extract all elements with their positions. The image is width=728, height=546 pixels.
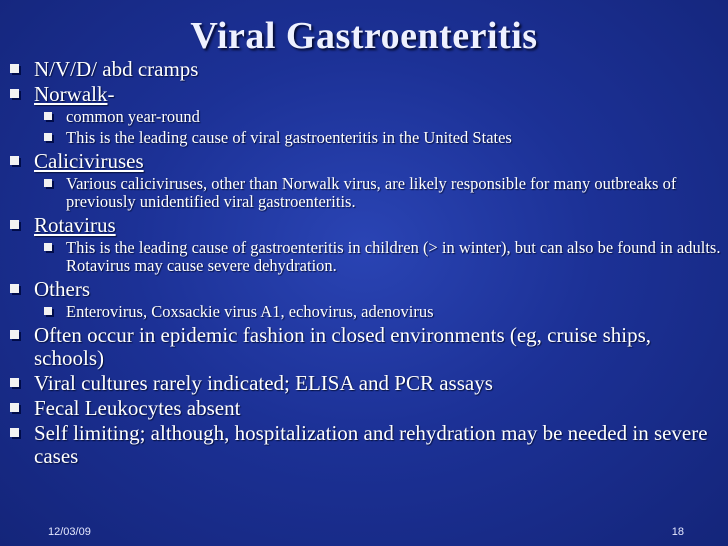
sub-bullet-item xyxy=(10,108,722,126)
footer-date: 12/03/09 xyxy=(48,526,91,538)
bullet-text: Self limiting; although, hospitalization and rehydration may be needed in severe cases xyxy=(34,421,708,468)
square-bullet-icon xyxy=(10,284,19,293)
square-bullet-icon xyxy=(44,243,52,251)
sub-bullet-item xyxy=(10,175,722,211)
caliciviruses-link[interactable]: Caliciviruses xyxy=(34,149,144,173)
sub-bullet-text: This is the leading cause of viral gastroenteritis in the United States xyxy=(66,128,512,147)
bullet-suffix: - xyxy=(107,82,115,106)
sub-bullet-text: Various caliciviruses, other than Norwalk virus, are likely responsible for many outbreaks of previously unidentified viral gastroenteritis. xyxy=(66,174,677,211)
bullet-item xyxy=(10,58,722,81)
square-bullet-icon xyxy=(10,330,19,339)
square-bullet-icon xyxy=(44,112,52,120)
square-bullet-icon xyxy=(10,403,19,412)
bullet-item xyxy=(10,150,722,173)
rotavirus-link[interactable]: Rotavirus xyxy=(34,213,116,237)
bullet-item xyxy=(10,372,722,395)
bullet-item xyxy=(10,214,722,237)
bullet-item xyxy=(10,397,722,420)
square-bullet-icon xyxy=(10,89,19,98)
slide-title: Viral Gastroenteritis xyxy=(190,15,538,57)
sub-bullet-item xyxy=(10,129,722,147)
norwalk-link[interactable]: Norwalk xyxy=(34,82,108,106)
bullet-text: Fecal Leukocytes absent xyxy=(34,396,241,420)
slide-content xyxy=(10,58,722,470)
square-bullet-icon xyxy=(10,378,19,387)
bullet-item xyxy=(10,324,722,370)
bullet-item xyxy=(10,278,722,301)
slide-number: 18 xyxy=(671,526,684,538)
sub-bullet-text: This is the leading cause of gastroenteritis in children (> in winter), but can also be found in adults. Rotavirus may cause severe dehydration. xyxy=(66,238,721,275)
bullet-text: Others xyxy=(34,277,90,301)
square-bullet-icon xyxy=(10,220,19,229)
bullet-text: N/V/D/ abd cramps xyxy=(34,57,199,81)
square-bullet-icon xyxy=(10,156,19,165)
sub-bullet-text: Enterovirus, Coxsackie virus A1, echovirus, adenovirus xyxy=(66,302,434,321)
bullet-item xyxy=(10,422,722,468)
bullet-text: Viral cultures rarely indicated; ELISA and PCR assays xyxy=(34,371,493,395)
square-bullet-icon xyxy=(44,133,52,141)
bullet-item xyxy=(10,83,722,106)
sub-bullet-item xyxy=(10,303,722,321)
square-bullet-icon xyxy=(10,428,19,437)
bullet-text: Often occur in epidemic fashion in closed environments (eg, cruise ships, schools) xyxy=(34,323,651,370)
sub-bullet-item xyxy=(10,239,722,275)
square-bullet-icon xyxy=(10,64,19,73)
sub-bullet-text: common year-round xyxy=(66,107,200,126)
square-bullet-icon xyxy=(44,179,52,187)
square-bullet-icon xyxy=(44,307,52,315)
